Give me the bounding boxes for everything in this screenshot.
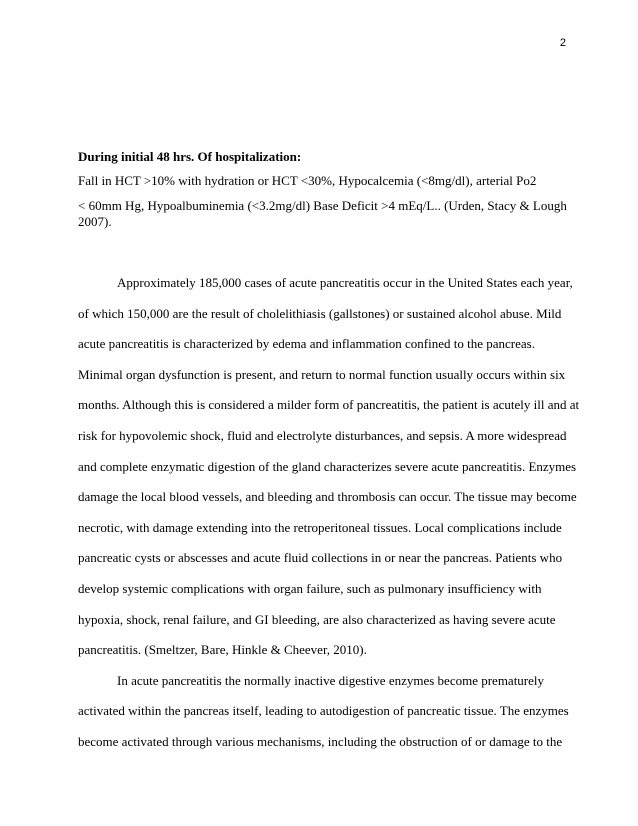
paragraph-line (78, 666, 568, 697)
paragraph-line: hypoxia, shock, renal failure, and GI bleeding, are also characterized as having severe acute (78, 611, 556, 627)
paragraph-incidence (78, 268, 580, 666)
paragraph-line: months. Although this is considered a milder form of pancreatitis, the patient is acutely ill and at (78, 397, 580, 413)
paragraph-line: activated within the pancreas itself, leading to autodigestion of pancreatic tissue. The enzymes (78, 703, 569, 719)
paragraph-line: of which 150,000 are the result of cholelithiasis (gallstones) or sustained alcohol abuse. Mild (78, 305, 562, 321)
criteria-block (78, 173, 568, 230)
paragraph-line: develop systemic complications with organ failure, such as pulmonary insufficiency with (78, 580, 542, 596)
criteria-line: < 60mm Hg, Hypoalbuminemia (<3.2mg/dl) Base Deficit >4 mEq/L.. (Urden, Stacy & Lough (78, 198, 567, 213)
paragraph-line: become activated through various mechanisms, including the obstruction of or damage to the (78, 733, 563, 749)
criteria-line: Fall in HCT >10% with hydration or HCT <30%, Hypocalcemia (<8mg/dl), arterial Po2 (78, 173, 537, 188)
paragraph-line: damage the local blood vessels, and bleeding and thrombosis can occur. The tissue may become (78, 489, 577, 505)
page-content (78, 149, 580, 758)
paragraph-line: pancreatic cysts or abscesses and acute fluid collections in or near the pancreas. Patients who (78, 550, 563, 566)
paragraph-line-text: Approximately 185,000 cases of acute pancreatitis occur in the United States each year, (117, 275, 573, 290)
section-heading: During initial 48 hrs. Of hospitalization: (78, 149, 302, 164)
paragraph-line: Minimal organ dysfunction is present, and return to normal function usually occurs within six (78, 366, 566, 382)
paragraph-line: pancreatitis. (Smeltzer, Bare, Hinkle & Cheever, 2010). (78, 642, 367, 658)
paragraph-line (78, 268, 573, 299)
page-number: 2 (559, 37, 566, 49)
paragraph-line: acute pancreatitis is characterized by edema and inflammation confined to the pancreas. (78, 336, 535, 352)
paragraph-line-text: In acute pancreatitis the normally inactive digestive enzymes become prematurely (117, 672, 545, 688)
paragraph-line: risk for hypovolemic shock, fluid and electrolyte disturbances, and sepsis. A more widespread (78, 427, 567, 443)
paragraph-line: and complete enzymatic digestion of the gland characterizes severe acute pancreatitis. Enzymes (78, 458, 577, 474)
paragraph-mechanism (78, 666, 568, 758)
criteria-line: 2007). (78, 214, 112, 229)
paragraph-line: necrotic, with damage extending into the retroperitoneal tissues. Local complications include (78, 519, 562, 535)
